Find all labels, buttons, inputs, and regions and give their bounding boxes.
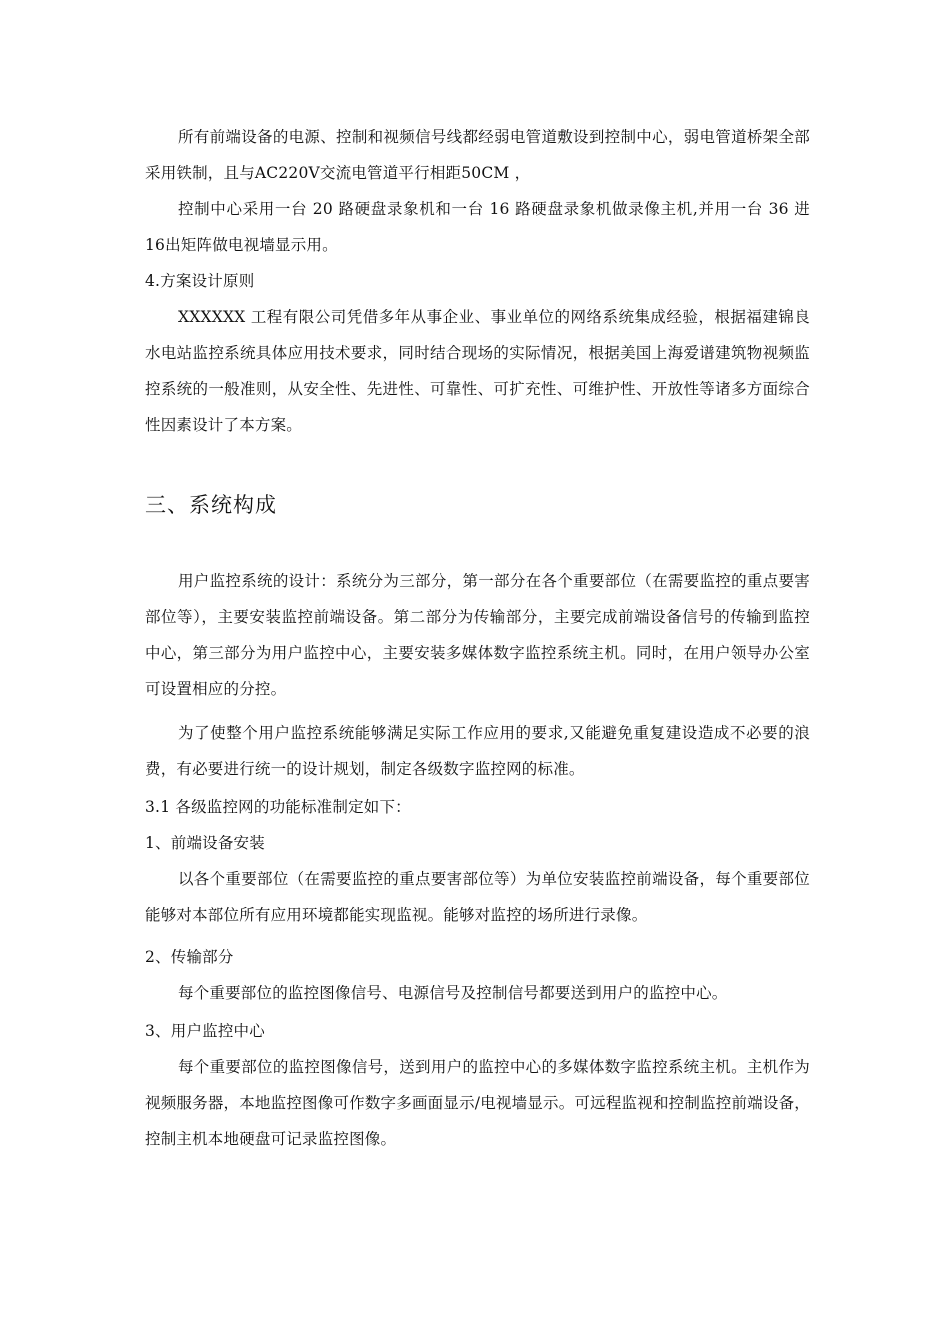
paragraph-system-design: 用户监控系统的设计：系统分为三部分，第一部分在各个重要部位（在需要监控的重点要害部位等），主要安装监控前端设备。第二部分为传输部分，主要完成前端设备信号的传输到监控中心，第三部分为用户监控中心，主要安装多媒体数字监控系统主机。同时，在用户领导办公室可设置相应的分控。 bbox=[145, 572, 810, 698]
paragraph-design-principles: XXXXXX 工程有限公司凭借多年从事企业、事业单位的网络系统集成经验，根据福建锦良水电站监控系统具体应用技术要求，同时结合现场的实际情况，根据美国上海爱谱建筑物视频监控系统的一般准则，从安全性、先进性、可靠性、可扩充性、可维护性、开放性等诸多方面综合性因素设计了本方案。 bbox=[145, 308, 810, 434]
paragraph-control-center: 控制中心采用一台 20 路硬盘录象机和一台 16 路硬盘录象机做录像主机,并用一台 36 进16出矩阵做电视墙显示用。 bbox=[145, 200, 810, 254]
item-title-monitoring-center: 3、用户监控中心 bbox=[145, 1022, 265, 1040]
item-body-transmission: 每个重要部位的监控图像信号、电源信号及控制信号都要送到用户的监控中心。 bbox=[178, 984, 728, 1002]
item-title-transmission: 2、传输部分 bbox=[145, 948, 234, 966]
item-title-frontend: 1、前端设备安装 bbox=[145, 834, 265, 852]
item-body-frontend: 以各个重要部位（在需要监控的重点要害部位等）为单位安装监控前端设备，每个重要部位能够对本部位所有应用环境都能实现监视。能够对监控的场所进行录像。 bbox=[145, 870, 810, 924]
heading-system-composition: 三、系统构成 bbox=[145, 493, 277, 517]
paragraph-planning: 为了使整个用户监控系统能够满足实际工作应用的要求,又能避免重复建设造成不必要的浪费，有必要进行统一的设计规划，制定各级数字监控网的标准。 bbox=[145, 724, 810, 778]
subsection-title-standards: 3.1 各级监控网的功能标准制定如下： bbox=[145, 798, 411, 816]
item-body-monitoring-center: 每个重要部位的监控图像信号，送到用户的监控中心的多媒体数字监控系统主机。主机作为视频服务器，本地监控图像可作数字多画面显示/电视墙显示。可远程监视和控制监控前端设备，控制主机本地硬盘可记录监控图像。 bbox=[145, 1058, 810, 1148]
section-title-design-principles: 4.方案设计原则 bbox=[145, 272, 255, 290]
paragraph-cabling: 所有前端设备的电源、控制和视频信号线都经弱电管道敷设到控制中心，弱电管道桥架全部采用铁制，且与AC220V交流电管道平行相距50CM ， bbox=[145, 128, 810, 182]
